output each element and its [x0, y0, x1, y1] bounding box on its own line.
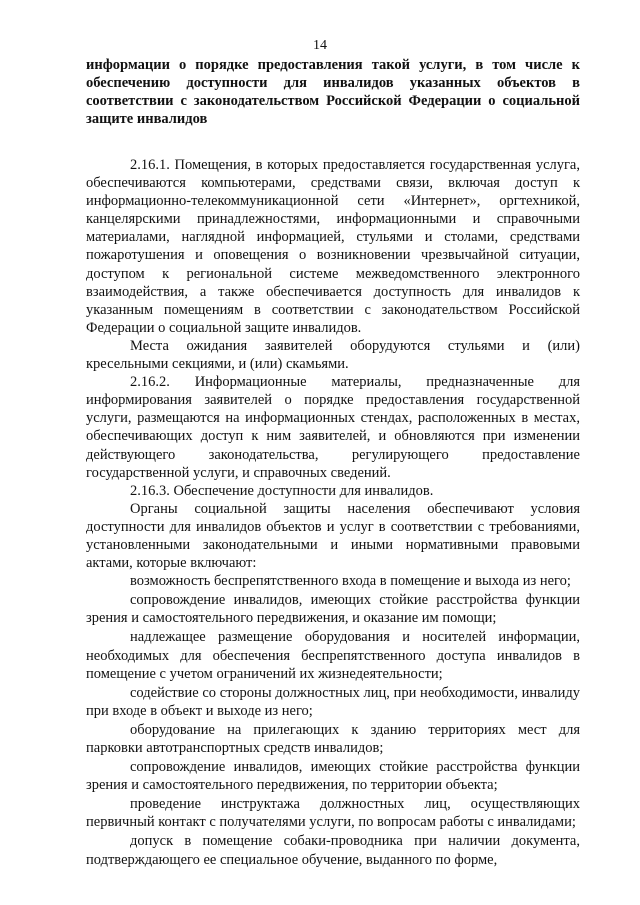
paragraph-waiting-areas: Места ожидания заявителей оборудуются стульями и (или) кресельными секциями, и (или) скамьями.	[86, 337, 580, 373]
section-heading: информации о порядке предоставления такой услуги, в том числе к обеспечению доступности для инвалидов указанных объектов в соответствии с законодательством Российской Федерации о социальной защите инвалидов	[86, 57, 580, 127]
paragraph-2-16-2: 2.16.2. Информационные материалы, предназначенные для информирования заявителей о порядке предоставления государственной услуги, размещаются на информационных стендах, расположенных в местах, обеспечивающих доступ к ним заявителей, и обновляются при изменении действующего законодательства, регулирующего предоставление государственной услуги, и справочных сведений.	[86, 374, 580, 481]
list-item: сопровождение инвалидов, имеющих стойкие расстройства функции зрения и самостоятельного передвижения, по территории объекта;	[86, 759, 580, 794]
paragraph-accessibility-conditions: Органы социальной защиты населения обеспечивают условия доступности для инвалидов объектов и услуг в соответствии с требованиями, установленными законодательными и иными нормативными правовыми актами, которые включают:	[86, 500, 580, 572]
list-item: сопровождение инвалидов, имеющих стойкие расстройства функции зрения и самостоятельного передвижения, и оказание им помощи;	[86, 592, 580, 627]
list-item: содействие со стороны должностных лиц, при необходимости, инвалиду при входе в объект и выходе из него;	[86, 684, 580, 719]
body-text	[86, 156, 580, 870]
paragraph-2-16-3: 2.16.3. Обеспечение доступности для инвалидов.	[130, 482, 434, 499]
paragraph-2-16-1: 2.16.1. Помещения, в которых предоставляется государственная услуга, обеспечиваются компьютерами, средствами связи, включая доступ к информационно-телекоммуникационной сети «Интернет», оргтехникой, канцелярскими принадлежностями, информационными и справочными материалами, наглядной информацией, стульями и столами, средствами пожаротушения и оповещения о возникновении чрезвычайной ситуации, доступом к региональной системе межведомственного электронного взаимодействия, а также обеспечивается доступность для инвалидов к указанным помещениям в соответствии с законодательством Российской Федерации о социальной защите инвалидов.	[86, 157, 580, 336]
list-item: надлежащее размещение оборудования и носителей информации, необходимых для обеспечения беспрепятственного доступа инвалидов в помещение с учетом ограничений их жизнедеятельности;	[86, 629, 580, 682]
page-number: 14	[313, 38, 327, 53]
list-item: оборудование на прилегающих к зданию территориях мест для парковки автотранспортных средств инвалидов;	[86, 721, 580, 756]
list-item: возможность беспрепятственного входа в помещение и выхода из него;	[130, 573, 571, 590]
list-item: проведение инструктажа должностных лиц, осуществляющих первичный контакт с получателями услуги, по вопросам работы с инвалидами;	[86, 796, 580, 831]
list-item: допуск в помещение собаки-проводника при наличии документа, подтверждающего ее специальное обучение, выданного по форме,	[86, 833, 580, 868]
